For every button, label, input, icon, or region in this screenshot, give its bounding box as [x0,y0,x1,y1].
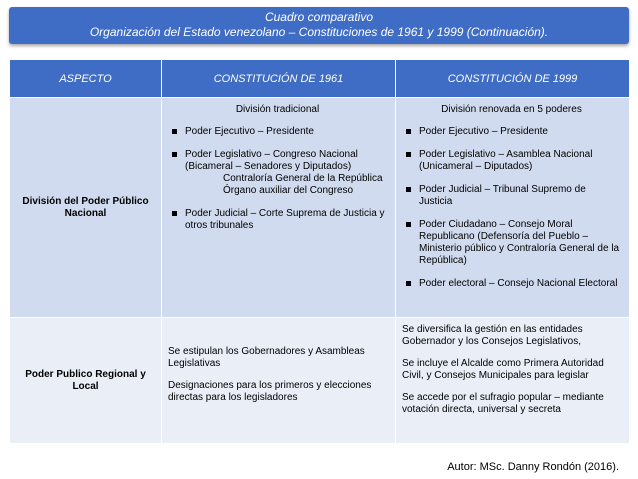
table-row [10,318,630,444]
table-header-row [10,60,630,98]
list-item-text: Poder Legislativo – Congreso Nacional (Bicameral – Senadores y Diputados) [185,149,358,172]
list-item-text: Poder Legislativo – Asamblea Nacional (Unicameral – Diputados) [419,149,593,172]
header-constitucion-1999: CONSTITUCIÓN DE 1999 [396,60,630,98]
paragraph: Se estipulan los Gobernadores y Asambleas Legislativas [168,345,365,369]
bullet-square-icon [172,129,177,134]
header-aspecto: ASPECTO [10,60,162,98]
list-item-text: Poder electoral – Consejo Nacional Electoral [419,278,618,289]
list-item-text: Poder Judicial – Tribunal Supremo de Justicia [419,184,586,207]
list-item [402,219,621,267]
table-row [10,98,630,318]
aspect-poder-regional: Poder Publico Regional y Local [10,318,162,444]
paragraph: Se accede por el sufragio popular – mediante votación directa, universal y secreta [402,392,604,415]
sub-item: Órgano auxiliar del Congreso [223,185,354,196]
list-item-text: Poder Judicial – Corte Suprema de Justicia y otros tribunales [185,208,385,231]
cell-title: División tradicional [235,104,320,115]
cell-title: División renovada en 5 poderes [441,104,582,115]
list-item [168,149,387,197]
title-banner [9,7,629,44]
cell-1961-division [162,98,396,318]
paragraph: Se incluye el Alcalde como Primera Autoridad Civil, y Consejos Municipales para legislar [402,358,604,381]
list-item [168,208,387,232]
paragraph: Se diversifica la gestión en las entidades Gobernador y los Consejos Legislativos, [402,324,583,347]
paragraph: Designaciones para los primeros y elecciones directas para los legisladores [168,379,372,403]
bullet-square-icon [406,222,411,227]
list-item-text: Poder Ciudadano – Consejo Moral Republicano (Defensoría del Pueblo – Ministerio público y Contraloría General de la República) [419,219,620,266]
bullet-square-icon [406,129,411,134]
list-item [402,278,621,290]
aspect-division-poder: División del Poder Público Nacional [10,98,162,318]
cell-1999-regional [396,318,630,444]
list-item-text: Poder Ejecutivo – Presidente [185,126,314,137]
list-item [402,126,621,138]
banner-subtitle: Organización del Estado venezolano – Constituciones de 1961 y 1999 (Continuación). [89,25,549,39]
cell-1961-regional [162,318,396,444]
author-credit: Autor: MSc. Danny Rondón (2016). [447,461,619,473]
bullet-square-icon [406,187,411,192]
sub-item: Contraloría General de la República [223,173,383,184]
list-item [168,126,387,138]
banner-title: Cuadro comparativo [264,10,374,24]
bullet-square-icon [406,152,411,157]
list-item [402,149,621,173]
bullet-square-icon [172,152,177,157]
bullet-square-icon [172,211,177,216]
cell-1999-division [396,98,630,318]
list-item-text: Poder Ejecutivo – Presidente [419,126,548,137]
header-constitucion-1961: CONSTITUCIÓN DE 1961 [162,60,396,98]
comparison-table [9,59,630,444]
bullet-square-icon [406,281,411,286]
list-item [402,184,621,208]
